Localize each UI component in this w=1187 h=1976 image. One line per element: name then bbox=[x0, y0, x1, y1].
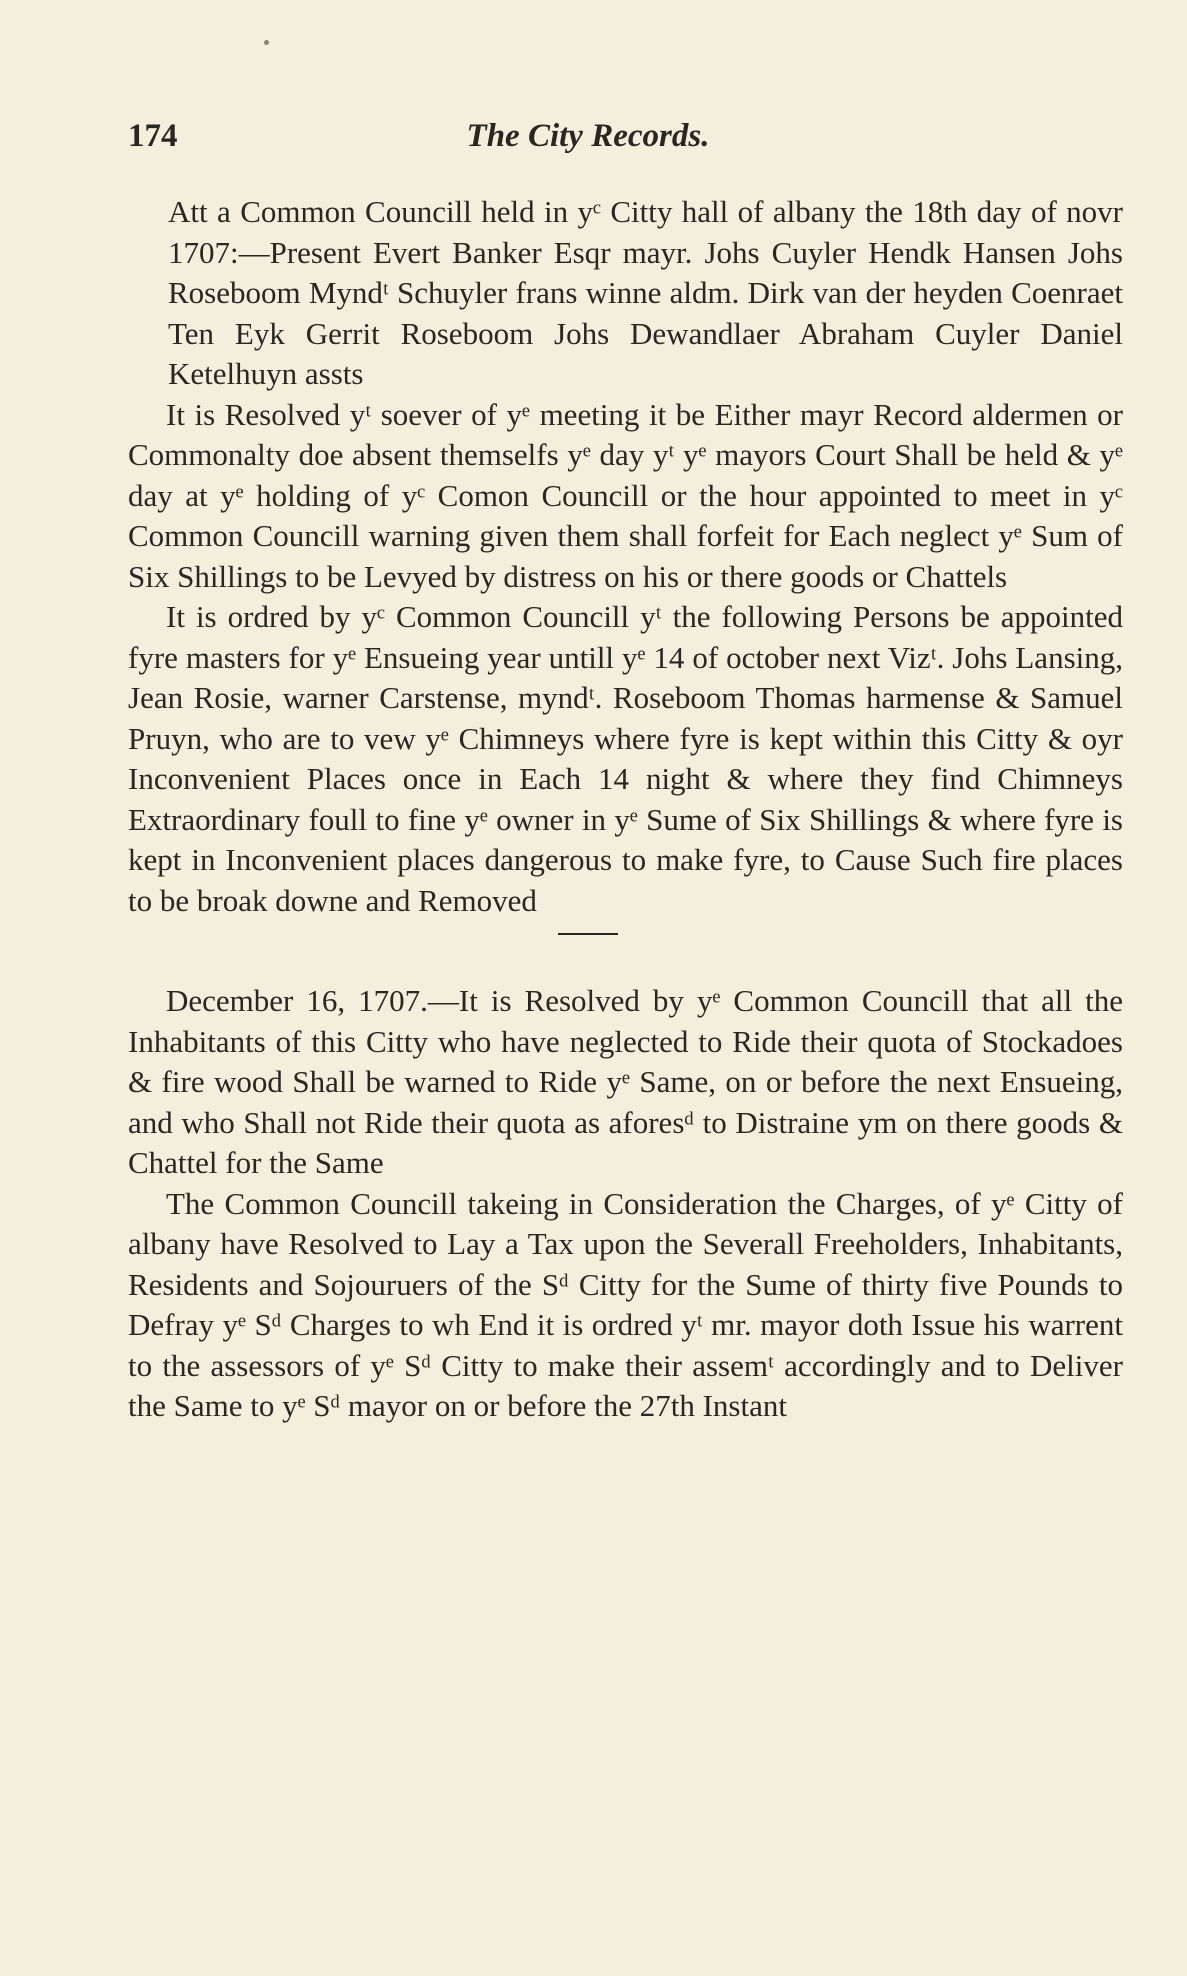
print-speck bbox=[264, 40, 269, 45]
page-header bbox=[128, 118, 1118, 168]
page-number: 174 bbox=[128, 118, 178, 154]
resolution-absence-fine: It is Resolved yᵗ soever of yᵉ meeting it be Either mayr Record aldermen or Commonalty doe absent themselfs yᵉ day yᵗ yᵉ mayors Court Shall be held & yᵉ day at yᵉ holding of yᶜ Comon Councill or the hour appointed to meet in yᶜ Common Councill warning given them shall forfeit for Each neglect yᵉ Sum of Six Shillings to be Levyed by distress on his or there goods or Chattels bbox=[128, 396, 1123, 594]
council-minutes-nov-1707: Att a Common Councill held in yᶜ Citty hall of albany the 18th day of novr 1707:—Present Evert Banker Esqr mayr. Johs Cuyler Hendk Hansen Johs Roseboom Myndᵗ Schuyler frans winne aldm. Dirk van der heyden Coenraet Ten Eyk Gerrit Roseboom Johs Dewandlaer Abraham Cuyler Daniel Ketelhuyn assts bbox=[168, 194, 1123, 391]
resolution-tax-levy: The Common Councill takeing in Consideration the Charges, of yᵉ Citty of albany have Resolved to Lay a Tax upon the Severall Freeholders, Inhabitants, Residents and Sojouruers of the Sᵈ Citty for the Sume of thirty five Pounds to Defray yᵉ Sᵈ Charges to wh End it is ordred yᵗ mr. mayor doth Issue his warrent to the assessors of yᵉ Sᵈ Citty to make their assemᵗ accordingly and to Deliver the Same to yᵉ Sᵈ mayor on or before the 27th Instant bbox=[128, 1185, 1123, 1423]
resolution-fire-masters: It is ordred by yᶜ Common Councill yᵗ the following Persons be appointed fyre masters for yᵉ Ensueing year untill yᵉ 14 of october next Vizᵗ. Johs Lansing, Jean Rosie, warner Carstense, myndᵗ. Roseboom Thomas harmense & Samuel Pruyn, who are to vew yᵉ Chimneys where fyre is kept within this Citty & oyr Inconvenient Places once in Each 14 night & where they find Chimneys Extraordinary foull to fine yᵉ owner in yᵉ Sume of Six Shillings & where fyre is kept in Inconvenient places dangerous to make fyre, to Cause Such fire places to be broak downe and Removed bbox=[128, 599, 1123, 918]
running-title: The City Records. bbox=[466, 118, 710, 154]
section-gap bbox=[128, 935, 1123, 981]
page-body bbox=[128, 192, 1123, 1427]
resolution-dec-1707-stockadoes: December 16, 1707.—It is Resolved by yᵉ Common Councill that all the Inhabitants of this Citty who have neglected to Ride their quota of Stockadoes & fire wood Shall be warned to Ride yᵉ Same, on or before the next Ensueing, and who Shall not Ride their quota as aforesᵈ to Distraine ym on there goods & Chattel for the Same bbox=[128, 983, 1123, 1180]
